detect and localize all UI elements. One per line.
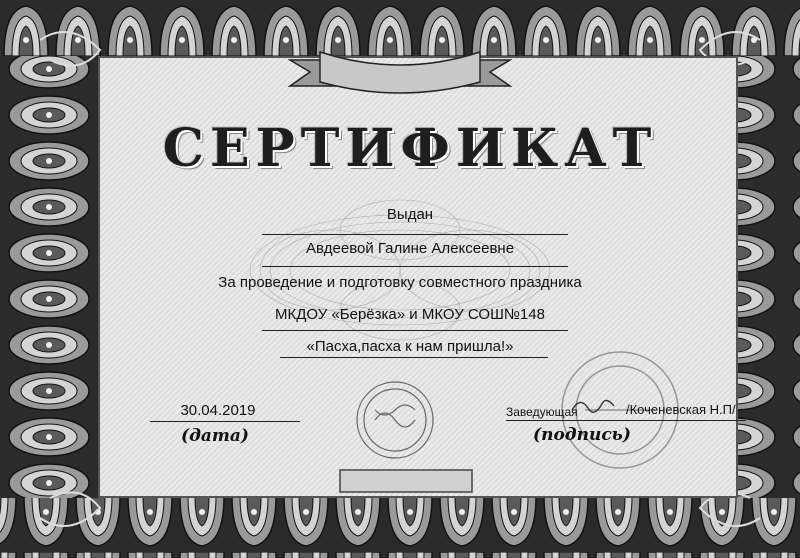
date-rule xyxy=(150,421,300,422)
bottom-tab xyxy=(340,470,472,492)
signature-rule xyxy=(506,420,746,421)
recipient-name: Авдеевой Галине Алексеевне xyxy=(305,240,515,257)
rule-4 xyxy=(280,357,548,358)
date-caption: (дата) xyxy=(181,426,249,446)
reason-line-2: МКДОУ «Берёзка» и МКОУ СОШ№148 xyxy=(275,306,545,323)
ribbon-banner xyxy=(290,52,510,93)
reason-line-1: За проведение и подготовку совместного праздника xyxy=(218,274,582,291)
signature-caption: (подпись) xyxy=(533,425,631,445)
rule-1 xyxy=(262,234,568,235)
date-value: 30.04.2019 xyxy=(180,402,256,419)
rule-3 xyxy=(262,330,568,331)
signer-prefix: Заведующая xyxy=(506,405,578,419)
center-emblem xyxy=(357,382,433,458)
reason-line-3: «Пасха,пасха к нам пришла!» xyxy=(306,338,514,355)
signer-name: /Коченевская Н.П/ xyxy=(626,402,736,417)
rule-2 xyxy=(262,266,568,267)
certificate-title: СЕРТИФИКАТ xyxy=(162,118,658,179)
issued-label: Выдан xyxy=(386,206,434,223)
